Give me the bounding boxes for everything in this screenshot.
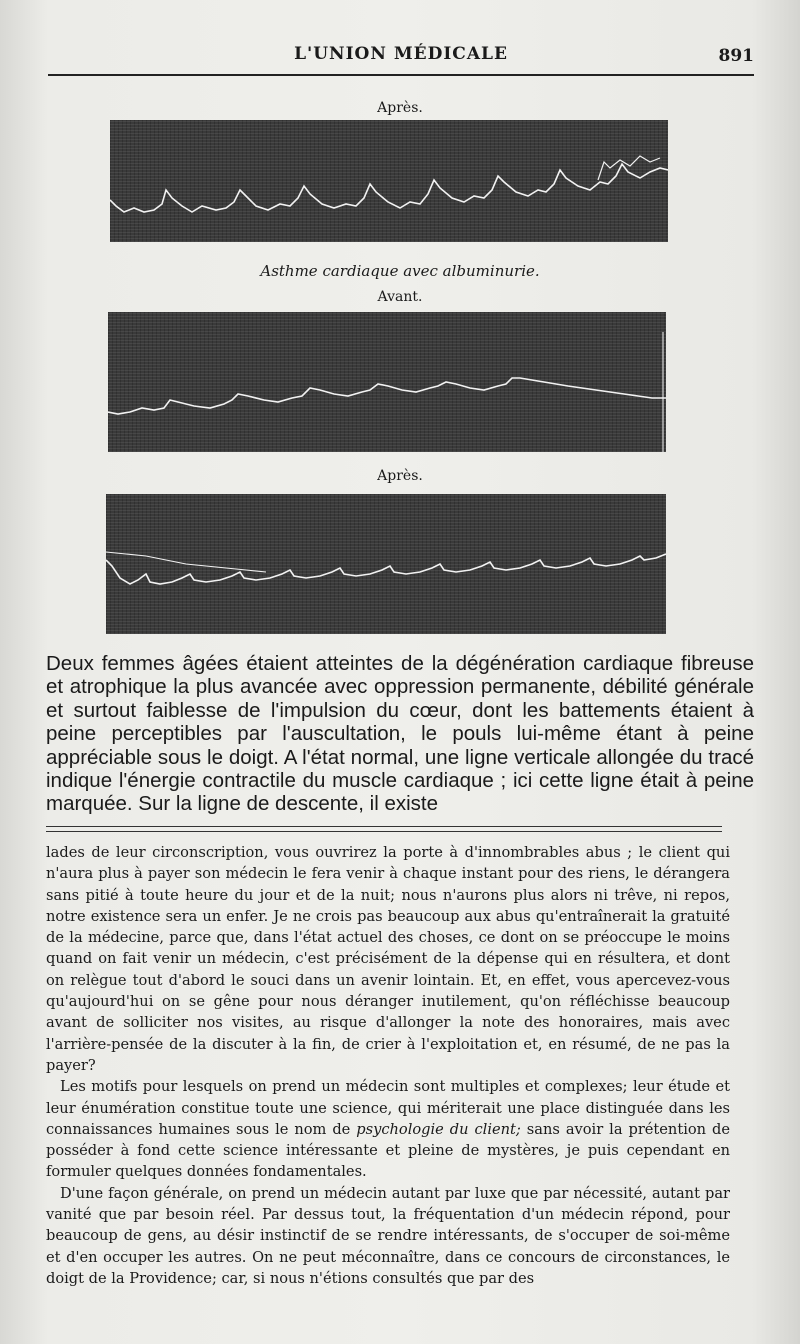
footnote-paragraph-2-end: sans avoir la prétention de posséder à fond cette science intéressante et pleine de mystères, je puis cependant en formuler quelques données fondamentales.: [46, 1120, 730, 1181]
page-header: [48, 40, 754, 74]
footnote-paragraph-2-emphasis: psychologie du client;: [356, 1120, 521, 1138]
page-number: 891: [718, 46, 754, 66]
pulse-tracing-before: [108, 312, 666, 452]
running-title: L'UNION MÉDICALE: [294, 44, 508, 64]
section-heading: Asthme cardiaque avec albuminurie.: [260, 262, 540, 280]
pulse-tracing-before-line: [108, 312, 666, 452]
pulse-tracing-after: [106, 494, 666, 634]
footnote: [46, 842, 730, 1289]
footnote-rule-lower: [46, 831, 722, 832]
caption-after-bottom: Après.: [377, 468, 423, 484]
footnote-paragraph-2-start: Les motifs pour lesquels on prend un médecin sont multiples et complexes; leur étude et leur énumération constitue toute une science, qui mériterait une place distinguée dans les connaissances humaines sous le nom de: [46, 1078, 730, 1138]
footnote-rule-upper: [46, 826, 722, 827]
caption-before: Avant.: [377, 289, 423, 305]
footnote-paragraph-2: [46, 1076, 730, 1182]
footnote-paragraph-3: D'une façon générale, on prend un médecin autant par luxe que par nécessité, autant par vanité que par besoin réel. Par dessus tout, la fréquentation d'un médecin répond, pour beaucoup de gens, au désir instinctif de se rendre intéressants, de s'occuper de soi-même et d'en occuper les autres. On ne peut méconnaître, dans ce concours de circonstances, le doigt de la Providence; car, si nous n'étions consultés que par des: [46, 1184, 730, 1287]
pulse-tracing-top-line: [110, 120, 668, 242]
pulse-tracing-top: [110, 120, 668, 242]
footnote-paragraph-1: lades de leur circonscription, vous ouvrirez la porte à d'innombrables abus ; le client qui n'aura plus à payer son médecin le fera venir à chaque instant pour des riens, le dérangera sans pitié à toute heure du jour et de la nuit; nous n'aurons plus alors ni trêve, ni repos, notre existence sera un enfer. Je ne crois pas beaucoup aux abus qu'entraînerait la gratuité de la médecine, parce que, dans l'état actuel des choses, ce dont on se préoccupe le moins quand on fait venir un médecin, c'est précisément de la dépense qui en résultera, et dont on relègue tout d'abord le souci dans un avenir lointain. Et, en effet, vous apercevez-vous qu'aujourd'hui on se gêne pour nous déranger inutilement, qu'on réfléchisse beaucoup avant de solliciter nos visites, au risque d'allonger la note des honoraires, mais avec l'arrière-pensée de la discuter à la fin, de crier à l'exploitation et, en résumé, de ne pas la payer?: [46, 844, 730, 1074]
body-paragraph: Deux femmes âgées étaient atteintes de la dégénération cardiaque fibreuse et atrophique la plus avancée avec oppression permanente, débilité générale et surtout faiblesse de l'impulsion du cœur, dont les battements étaient à peine perceptibles par l'auscultation, le pouls lui-même étant à peine appréciable sous le doigt. A l'état normal, une ligne verticale allongée du tracé indique l'énergie contractile du muscle cardiaque ; ici cette ligne était à peine marquée. Sur la ligne de descente, il existe: [46, 652, 754, 816]
header-rule: [48, 74, 754, 76]
caption-after-top: Après.: [377, 100, 423, 116]
pulse-tracing-after-line: [106, 494, 666, 634]
